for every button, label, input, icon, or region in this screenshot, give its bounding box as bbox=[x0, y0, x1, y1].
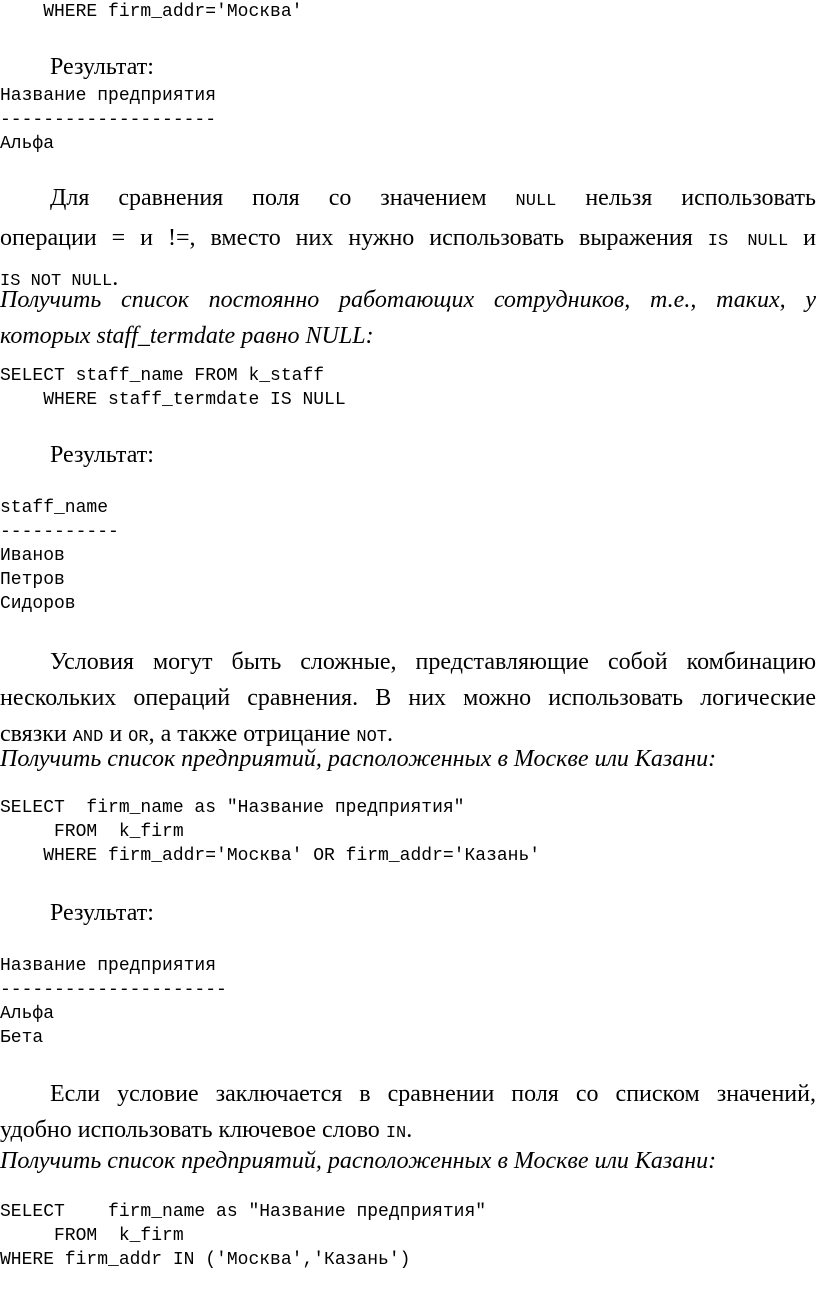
text: . bbox=[386, 721, 393, 747]
text: . bbox=[406, 1117, 413, 1143]
inline-code: OR bbox=[128, 728, 149, 747]
text: нескольких операций сравнения. В них можно использовать логические bbox=[0, 685, 816, 711]
code-line-where: WHERE firm_addr='Москва' bbox=[0, 2, 303, 22]
inline-code: NULL bbox=[515, 192, 557, 211]
inline-code: AND bbox=[72, 728, 104, 747]
text: и bbox=[788, 225, 816, 251]
task-statement bbox=[0, 282, 816, 354]
text: удобно использовать ключевое слово bbox=[0, 1117, 386, 1143]
text: , а также отрицание bbox=[148, 721, 357, 747]
text: Для сравнения поля со значением bbox=[50, 185, 516, 211]
task-statement: Получить список предприятий, расположенных в Москве или Казани: bbox=[0, 746, 717, 772]
inline-code: IS NULL bbox=[707, 232, 789, 251]
task-line: Получить список постоянно работающих сотрудников, т.е., таких, у bbox=[0, 287, 816, 313]
result-label: Результат: bbox=[50, 900, 154, 926]
text: Условия могут быть сложные, представляющие собой комбинацию bbox=[50, 649, 816, 675]
text: операции = и !=, вместо них нужно использовать выражения bbox=[0, 225, 708, 251]
text: связки bbox=[0, 721, 73, 747]
result-output: staff_name ----------- Иванов Петров Сидоров bbox=[0, 498, 119, 614]
inline-code: IS NOT NULL bbox=[0, 272, 113, 291]
text: и bbox=[103, 721, 129, 747]
text: . bbox=[112, 265, 119, 291]
result-output: Название предприятия --------------------- Альфа Бета bbox=[0, 956, 227, 1048]
inline-code: NOT bbox=[356, 728, 387, 747]
result-label: Результат: bbox=[50, 442, 154, 468]
task-line: которых staff_termdate равно NULL: bbox=[0, 323, 374, 349]
code-block: SELECT firm_name as "Название предприятия" FROM k_firm WHERE firm_addr='Москва' OR firm_addr='Казань' bbox=[0, 798, 541, 866]
text: Если условие заключается в сравнении поля со списком значений, bbox=[50, 1081, 816, 1107]
inline-code: IN bbox=[385, 1124, 407, 1143]
task-statement: Получить список предприятий, расположенных в Москве или Казани: bbox=[0, 1148, 717, 1174]
paragraph-complex-conditions bbox=[0, 644, 816, 756]
code-block: SELECT firm_name as "Название предприятия" FROM k_firm WHERE firm_addr IN ('Москва','Казань') bbox=[0, 1202, 487, 1270]
result-output: Название предприятия -------------------- Альфа bbox=[0, 86, 217, 154]
result-label: Результат: bbox=[50, 54, 154, 80]
paragraph-in-keyword bbox=[0, 1076, 816, 1152]
text: нельзя использовать bbox=[556, 185, 816, 211]
code-block: SELECT staff_name FROM k_staff WHERE staff_termdate IS NULL bbox=[0, 366, 346, 410]
